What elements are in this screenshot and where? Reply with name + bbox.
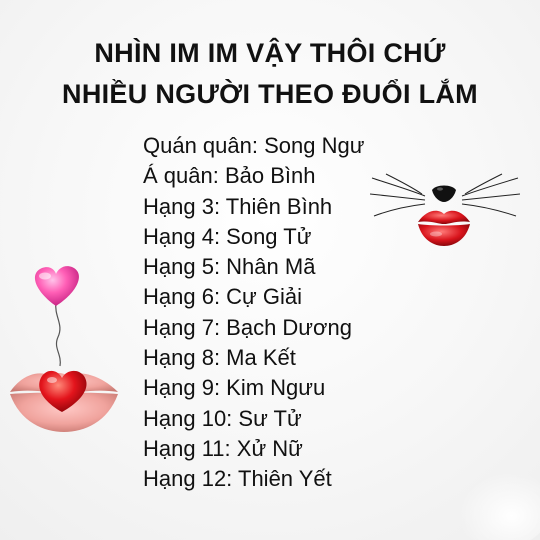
ranking-item-9: Hạng 9: Kim Ngưu [143,375,326,401]
ranking-item-11: Hạng 11: Xử Nữ [143,435,303,461]
ranking-item-1: Quán quân: Song Ngư [143,133,365,158]
title-line-2: NHIỀU NGƯỜI THEO ĐUỔI LẮM [62,79,478,109]
red-lips-lower [418,224,470,246]
ranking-item-4: Hạng 4: Song Tử [143,223,312,249]
ranking-item-6: Hạng 6: Cự Giải [143,284,303,310]
ranking-item-3: Hạng 3: Thiên Bình [143,193,333,219]
heart-balloon-lips-icon [4,262,124,442]
ranking-item-8: Hạng 8: Ma Kết [143,345,296,371]
ranking-item-10: Hạng 10: Sư Tử [143,405,302,431]
zodiac-ranking-list [143,131,364,495]
ranking-item-2: Á quân: Bảo Bình [143,163,316,189]
title-line-1: NHÌN IM IM VẬY THÔI CHỨ [94,38,446,68]
heart-balloon-shape [35,266,79,306]
cat-nose-lips-icon [370,172,520,257]
ranking-item-5: Hạng 5: Nhân Mã [143,254,316,280]
ranking-item-7: Hạng 7: Bạch Dương [143,314,352,340]
balloon-string [56,302,61,366]
ranking-item-12: Hạng 12: Thiên Yết [143,466,332,492]
cat-nose [432,186,456,203]
red-lips-upper [418,211,470,224]
corner-glow-decoration [440,450,540,540]
